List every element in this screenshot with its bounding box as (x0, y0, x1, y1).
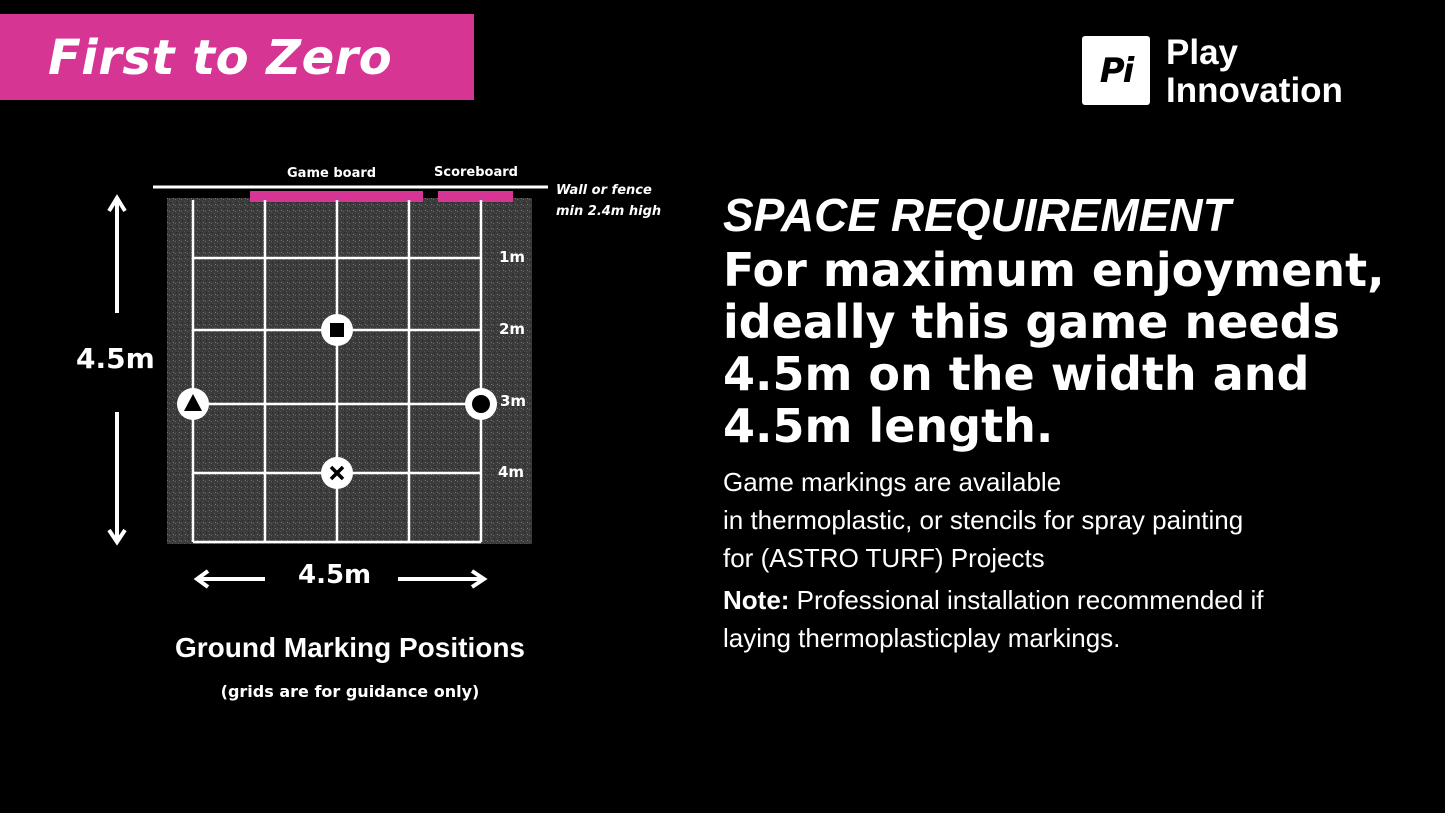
brand-name-line1: Play (1166, 33, 1238, 72)
note-label: Note: (723, 585, 790, 615)
brand-name-line2: Innovation (1166, 71, 1343, 110)
scoreboard-label: Scoreboard (434, 165, 518, 180)
body-line-2: in thermoplastic, or stencils for spray painting (723, 505, 1244, 535)
caption-sub: (grids are for guidance only) (220, 682, 480, 701)
wall-note-line2: min 2.4m high (556, 204, 662, 219)
cross-marker (321, 457, 353, 489)
row-marker-1m: 1m (499, 248, 526, 266)
wall-note (556, 180, 661, 222)
requirement-line-4: 4.5m length. (723, 399, 1054, 453)
requirement-line-1: For maximum enjoyment, (723, 243, 1385, 297)
play-surface (167, 198, 532, 544)
circle-marker (465, 388, 497, 420)
row-marker-2m: 2m (499, 320, 526, 338)
requirement-body (723, 463, 1423, 577)
logo-mark: Pi (1099, 50, 1133, 91)
triangle-marker (177, 388, 209, 420)
installation-note (723, 581, 1423, 657)
row-marker-3m: 3m (500, 392, 527, 410)
requirement-line-2: ideally this game needs (723, 295, 1340, 349)
note-line2: laying thermoplasticplay markings. (723, 623, 1121, 653)
wall-note-line1: Wall or fence (556, 183, 652, 198)
brand-logo (1082, 36, 1150, 105)
body-line-3: for (ASTRO TURF) Projects (723, 543, 1045, 573)
requirement-line-3: 4.5m on the width and (723, 347, 1310, 401)
page-title: First to Zero (48, 30, 393, 86)
width-label: 4.5m (298, 560, 372, 590)
requirement-heading: SPACE REQUIREMENT (723, 189, 1231, 241)
ground-marking-diagram (0, 0, 700, 620)
height-label: 4.5m (76, 342, 155, 375)
square-marker (321, 314, 353, 346)
brand-name (1166, 34, 1343, 110)
game-board-label: Game board (287, 166, 377, 181)
caption-main: Ground Marking Positions (174, 632, 525, 663)
scoreboard-strip (438, 191, 513, 202)
body-line-1: Game markings are available (723, 467, 1062, 497)
requirement-lines (723, 244, 1385, 452)
row-marker-4m: 4m (498, 463, 525, 481)
note-line1: Professional installation recommended if (789, 585, 1264, 615)
